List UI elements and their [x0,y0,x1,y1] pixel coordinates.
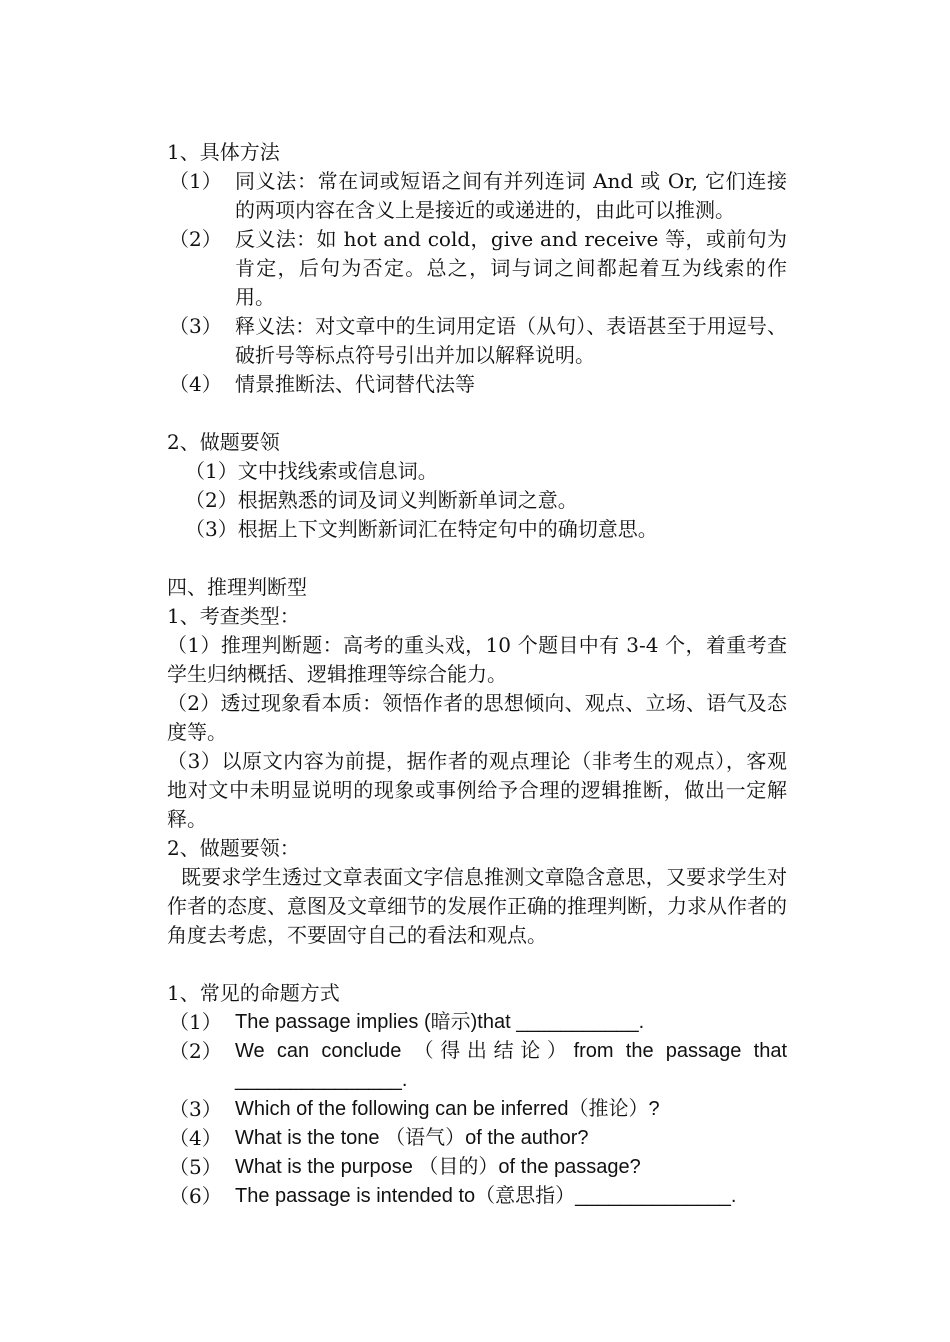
item-number: （3） [169,314,222,338]
list-item [167,1008,787,1037]
item-text: 释义法：对文章中的生词用定语（从句）、表语甚至于用逗号、破折号等标点符号引出并加以解释说明。 [235,314,787,367]
item-text: What is the purpose （目的）of the passage? [235,1156,641,1178]
item-text: We can conclude （得出结论）from the passage that _______________. [235,1040,787,1091]
list-item [167,1095,787,1124]
item-text: 反义法：如 hot and cold，give and receive 等，或前句为肯定，后句为否定。总之，词与词之间都起着互为线索的作用。 [235,227,787,309]
paragraph: （3）以原文内容为前提，据作者的观点理论（非考生的观点），客观地对文中未明显说明的现象或事例给予合理的逻辑推断，做出一定解释。 [167,749,787,831]
item-text: Which of the following can be inferred（推论）? [235,1098,660,1120]
spacer [167,544,787,573]
item-number: （4） [169,1126,222,1150]
list-item [167,312,787,370]
list-item [167,1153,787,1182]
item-text: The passage implies (暗示)that ___________. [235,1011,645,1033]
item-number: （4） [169,372,222,396]
section-heading: 2、做题要领： [167,836,300,860]
item-number: （3） [169,1097,222,1121]
item-number: （2） [169,227,222,251]
list-item: （3）根据上下文判断新词汇在特定句中的确切意思。 [185,517,658,541]
list-item [167,167,787,225]
section-heading: 2、做题要领 [167,430,280,454]
paragraph: 既要求学生透过文章表面文字信息推测文章隐含意思，又要求学生对作者的态度、意图及文章细节的发展作正确的推理判断，力求从作者的角度去考虑，不要固守自己的看法和观点。 [167,865,787,947]
list-item: （2）根据熟悉的词及词义判断新单词之意。 [185,488,578,512]
document-page [167,138,787,1211]
list-item [167,1037,787,1095]
item-number: （2） [169,1039,222,1063]
item-number: （5） [169,1155,222,1179]
paragraph: （2）透过现象看本质：领悟作者的思想倾向、观点、立场、语气及态度等。 [167,691,787,744]
section-heading: 1、考查类型： [167,604,300,628]
item-text: 情景推断法、代词替代法等 [235,372,475,396]
item-text: 同义法：常在词或短语之间有并列连词 And 或 Or, 它们连接的两项内容在含义上是接近的或递进的，由此可以推测。 [235,169,787,222]
item-text: The passage is intended to（意思指）______________. [235,1185,737,1207]
item-number: （1） [169,1010,222,1034]
list-item [167,1182,787,1211]
item-text: What is the tone （语气）of the author? [235,1127,589,1149]
spacer [167,399,787,428]
section-title: 四、推理判断型 [167,575,307,599]
list-item [167,1124,787,1153]
paragraph: （1）推理判断题：高考的重头戏，10 个题目中有 3-4 个，着重考查学生归纳概括、逻辑推理等综合能力。 [167,633,787,686]
list-item: （1）文中找线索或信息词。 [185,459,438,483]
spacer [167,950,787,979]
item-number: （1） [169,169,222,193]
item-number: （6） [169,1184,222,1208]
section-heading: 1、常见的命题方式 [167,981,340,1005]
list-item [167,370,787,399]
list-item [167,225,787,312]
section-heading: 1、具体方法 [167,140,280,164]
